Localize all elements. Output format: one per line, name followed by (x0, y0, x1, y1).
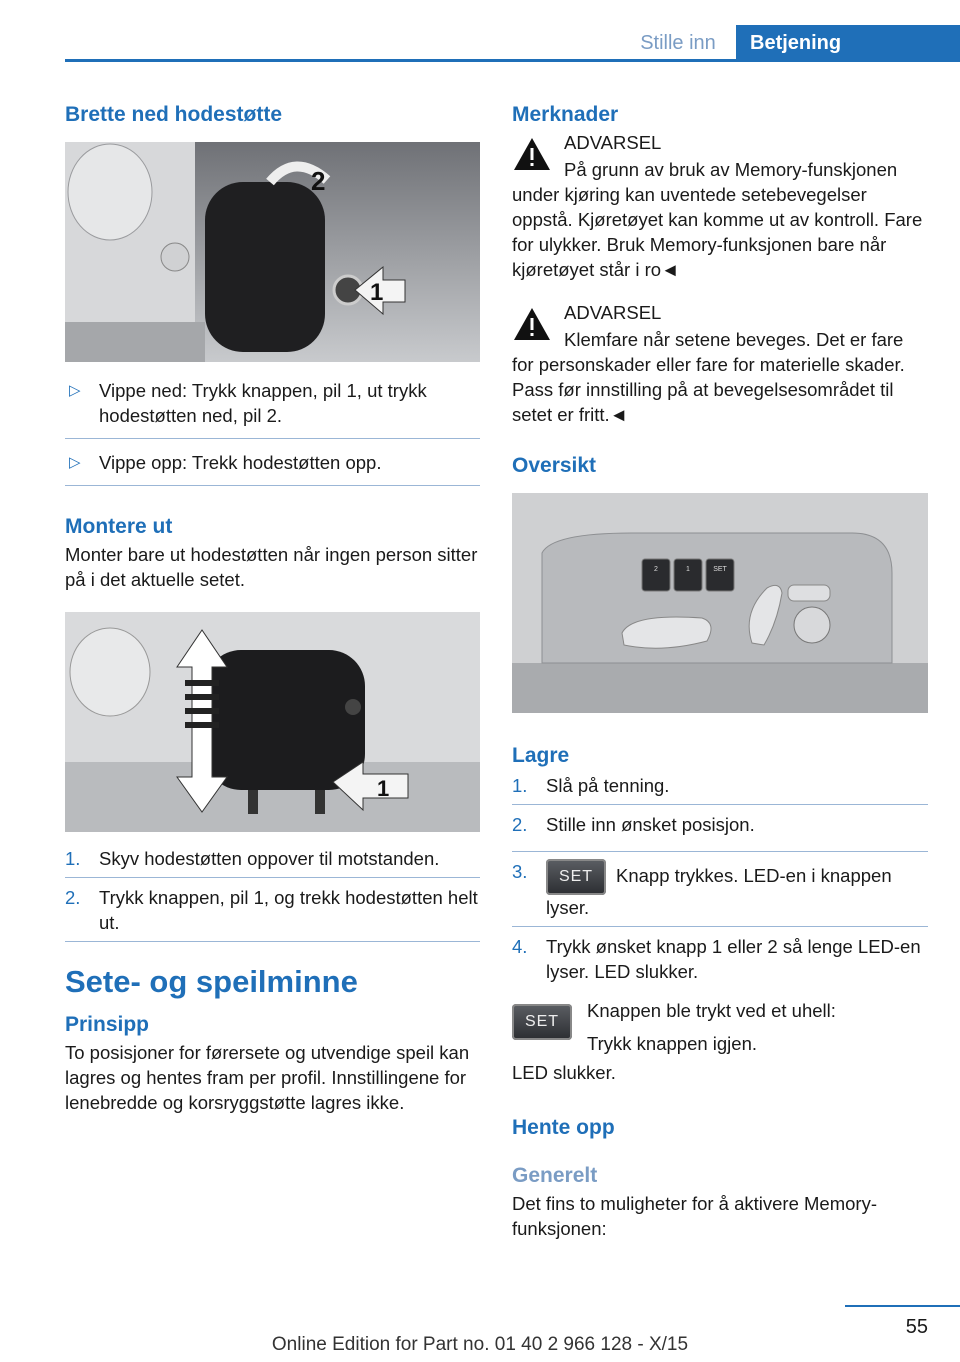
right-column (512, 100, 928, 1241)
store-steps (512, 773, 928, 990)
list-item: 2. Trykk knappen, pil 1, og trekk hodestøtten helt ut. (65, 885, 480, 942)
section-title-store: Lagre (512, 744, 570, 767)
warning-block-2 (512, 300, 928, 325)
section-title-recall: Hente opp (512, 1116, 615, 1139)
note-line-2: Trykk knappen igjen. (587, 1033, 758, 1054)
set-button-icon: SET (546, 859, 606, 895)
principle-paragraph: To posisjoner for førersete og utvendige speil kan lagres og hentes fram per profil. Innstillingene for lenebredde og korsryggstøtte lagres ikke. (65, 1042, 470, 1113)
list-item: ▷ Vippe opp: Trekk hodestøtten opp. (65, 450, 480, 486)
warning-triangle-icon (512, 136, 552, 177)
headrest-remove-figure (65, 612, 480, 832)
list-item: 1. Slå på tenning. (512, 773, 928, 805)
remove-paragraph: Monter bare ut hodestøtten når ingen person sitter på i det aktuelle setet. (65, 544, 478, 590)
section-title-principle: Prinsipp (65, 1013, 150, 1036)
section-title-notes: Merknader (512, 103, 619, 126)
seat-button-2-label: 2 (654, 566, 658, 573)
section-title-fold-headrest: Brette ned hodestøtte (65, 103, 283, 126)
chapter-title-seat-mirror-memory: Sete- og speilminne (65, 964, 358, 999)
seat-button-set-label: SET (713, 566, 727, 573)
seat-button-1-label: 1 (686, 566, 690, 573)
page-number: 55 (905, 1316, 928, 1338)
section-title-remove: Montere ut (65, 515, 173, 538)
note-line-1: Knappen ble trykt ved et uhell: (587, 1000, 836, 1021)
seat-controls-figure (512, 493, 928, 713)
figure-label-1: 1 (377, 776, 390, 801)
list-item: 4. Trykk ønsket knapp 1 eller 2 så lenge LED-en lyser. LED slukker. (512, 936, 921, 982)
warning-2-title: ADVARSEL (564, 302, 662, 323)
remove-steps (65, 846, 480, 942)
edition-footer: Online Edition for Part no. 01 40 2 966 128 - X/15 (271, 1334, 689, 1355)
led-off-text: LED slukker. (512, 1062, 616, 1083)
header-rule (65, 59, 960, 62)
triangle-bullet-icon: ▷ (69, 382, 81, 399)
set-button-icon: SET (512, 1004, 572, 1040)
section-title-overview: Oversikt (512, 454, 597, 477)
header-tab-betjening[interactable]: Betjening (736, 25, 960, 61)
footer-rule (845, 1305, 960, 1307)
headrest-fold-figure (65, 142, 480, 362)
list-item: ▷ Vippe ned: Trykk knappen, pil 1, ut trykk hodestøtten ned, pil 2. (65, 378, 480, 439)
accidental-press-note (512, 998, 928, 1056)
subsection-title-general: Generelt (512, 1164, 598, 1187)
figure-label-2: 2 (311, 166, 326, 196)
warning-1-text: På grunn av bruk av Memory-funskjonen under kjøring kan uventede setebevegelser oppstå. Kjøretøyet kan komme ut av kontroll. Fare for ulykker. Bruk Memory-funksjonen bare når kjøretøyet står i ro◄ (512, 159, 923, 280)
list-item: 1. Skyv hodestøtten oppover til motstanden. (65, 846, 480, 878)
left-column (65, 100, 480, 1115)
warning-1-title: ADVARSEL (564, 132, 662, 153)
header-tab-stille-inn[interactable]: Stille inn (640, 32, 716, 54)
list-item: 3. SET Knapp trykkes. LED-en i knappen lyser. (512, 859, 928, 927)
triangle-bullet-icon: ▷ (69, 454, 81, 471)
warning-triangle-icon (512, 306, 552, 347)
figure-label-1: 1 (370, 279, 384, 306)
list-item: 2. Stille inn ønsket posisjon. (512, 812, 928, 852)
general-paragraph: Det fins to muligheter for å aktivere Memory-funksjonen: (512, 1193, 877, 1239)
warning-2-text: Klemfare når setene beveges. Det er fare for personskader eller fare for materielle skader. Pass før innstilling på at bevegelsesområdet til setet er fritt.◄ (512, 329, 905, 425)
fold-bullet-list (65, 378, 480, 486)
warning-block-1 (512, 130, 928, 155)
